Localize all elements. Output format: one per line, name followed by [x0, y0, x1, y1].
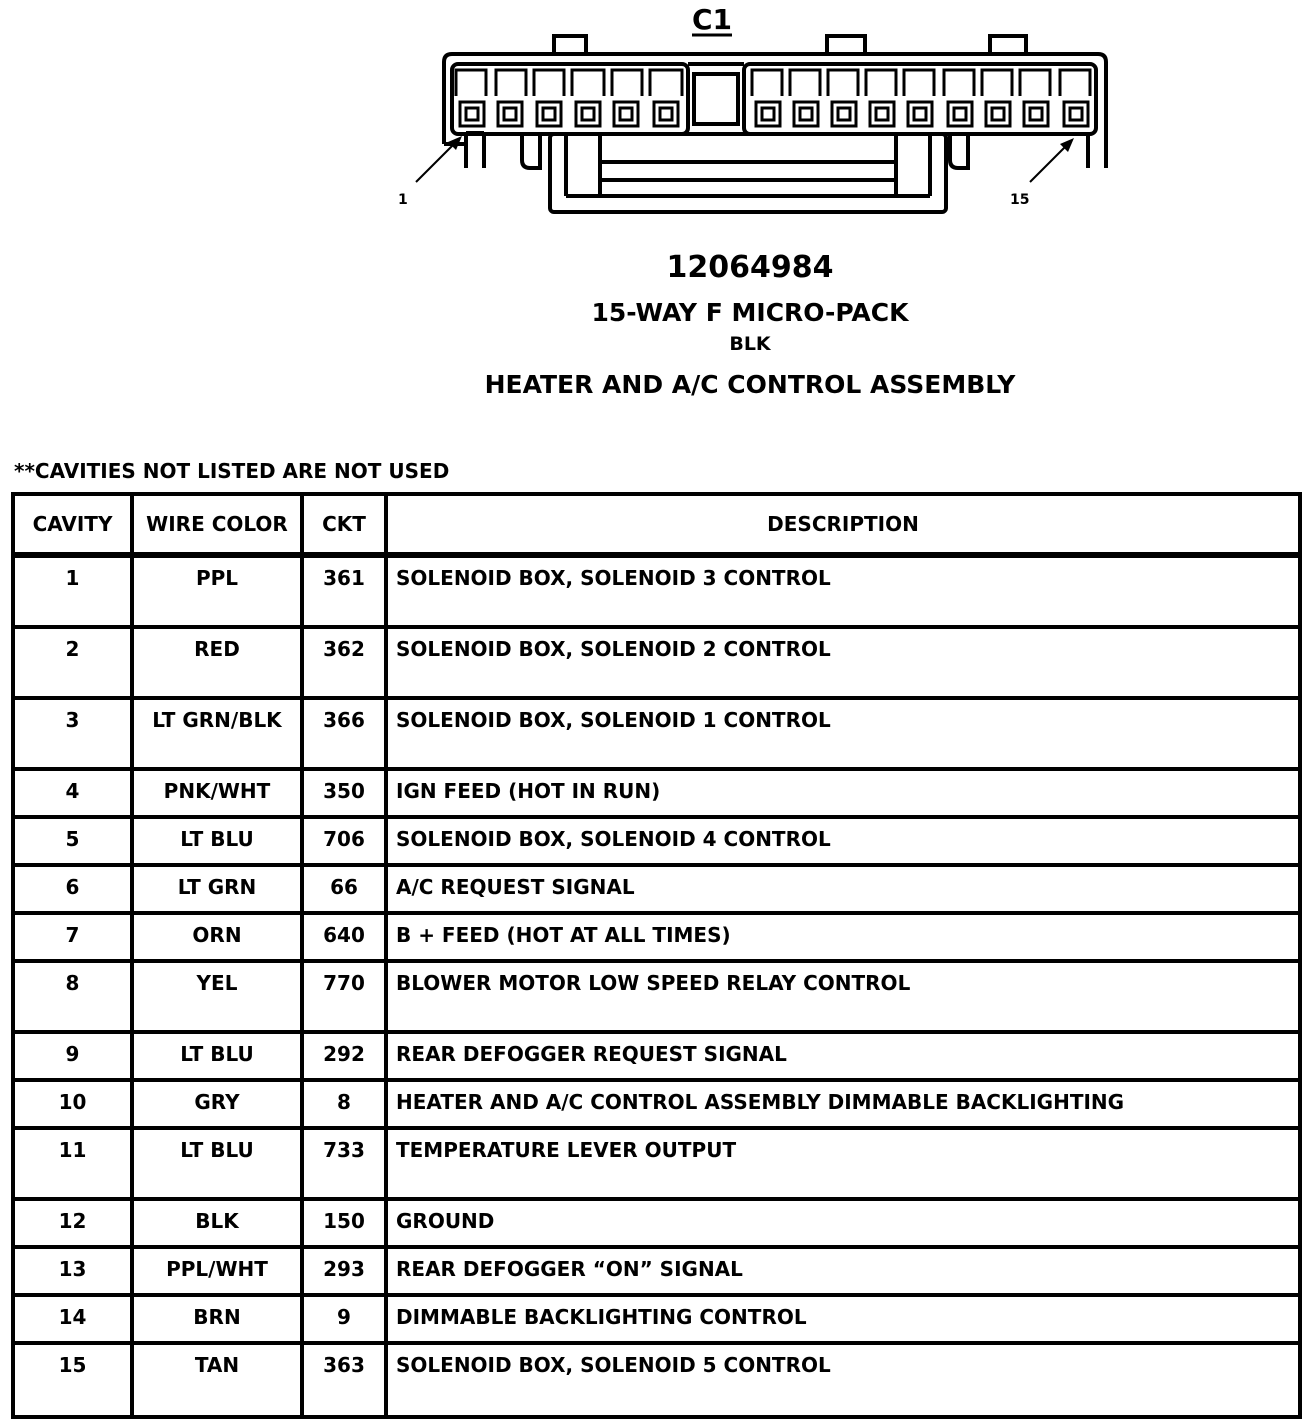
header-description: DESCRIPTION — [386, 494, 1300, 555]
table-row — [13, 1247, 1300, 1295]
table-row — [13, 1128, 1300, 1199]
table-row — [13, 913, 1300, 961]
description-cell: B + FEED (HOT AT ALL TIMES) — [386, 913, 1300, 961]
description-cell: REAR DEFOGGER “ON” SIGNAL — [386, 1247, 1300, 1295]
table-row — [13, 1032, 1300, 1080]
wire-color-cell: RED — [132, 627, 302, 698]
cavity-cell: 3 — [13, 698, 132, 769]
description-cell: GROUND — [386, 1199, 1300, 1247]
table-row — [13, 1343, 1300, 1417]
cavity-cell: 6 — [13, 865, 132, 913]
pin-1-label: 1 — [398, 192, 408, 208]
wire-color-cell: ORN — [132, 913, 302, 961]
header-cavity: CAVITY — [13, 494, 132, 555]
header-ckt: CKT — [302, 494, 386, 555]
ckt-cell: 293 — [302, 1247, 386, 1295]
description-cell: SOLENOID BOX, SOLENOID 4 CONTROL — [386, 817, 1300, 865]
wire-color-cell: PNK/WHT — [132, 769, 302, 817]
pin-15-label: 15 — [1010, 192, 1030, 208]
table-row — [13, 961, 1300, 1032]
ckt-cell: 770 — [302, 961, 386, 1032]
wire-color-cell: LT BLU — [132, 1128, 302, 1199]
description-cell: REAR DEFOGGER REQUEST SIGNAL — [386, 1032, 1300, 1080]
wire-color-cell: BLK — [132, 1199, 302, 1247]
table-row — [13, 627, 1300, 698]
ckt-cell: 366 — [302, 698, 386, 769]
cavity-cell: 5 — [13, 817, 132, 865]
wire-color-cell: PPL — [132, 555, 302, 627]
table-row — [13, 865, 1300, 913]
table-header-row — [13, 494, 1300, 555]
connector-color: BLK — [729, 333, 771, 355]
cavity-cell: 9 — [13, 1032, 132, 1080]
description-cell: IGN FEED (HOT IN RUN) — [386, 769, 1300, 817]
cavity-cell: 12 — [13, 1199, 132, 1247]
unused-cavities-note: **CAVITIES NOT LISTED ARE NOT USED — [14, 459, 450, 483]
description-cell: SOLENOID BOX, SOLENOID 3 CONTROL — [386, 555, 1300, 627]
ckt-cell: 66 — [302, 865, 386, 913]
table-row — [13, 555, 1300, 627]
table-row — [13, 817, 1300, 865]
wire-color-cell: GRY — [132, 1080, 302, 1128]
connector-label: C1 — [691, 3, 733, 36]
ckt-cell: 706 — [302, 817, 386, 865]
ckt-cell: 350 — [302, 769, 386, 817]
description-cell: TEMPERATURE LEVER OUTPUT — [386, 1128, 1300, 1199]
wire-color-cell: LT GRN/BLK — [132, 698, 302, 769]
description-cell: HEATER AND A/C CONTROL ASSEMBLY DIMMABLE BACKLIGHTING — [386, 1080, 1300, 1128]
cavity-cell: 15 — [13, 1343, 132, 1417]
connector-drawing — [380, 0, 1130, 245]
ckt-cell: 362 — [302, 627, 386, 698]
assembly-name: HEATER AND A/C CONTROL ASSEMBLY — [484, 370, 1016, 399]
table-row — [13, 1080, 1300, 1128]
description-cell: SOLENOID BOX, SOLENOID 2 CONTROL — [386, 627, 1300, 698]
ckt-cell: 150 — [302, 1199, 386, 1247]
ckt-cell: 292 — [302, 1032, 386, 1080]
ckt-cell: 733 — [302, 1128, 386, 1199]
part-number: 12064984 — [666, 250, 834, 285]
cavity-cell: 2 — [13, 627, 132, 698]
table-row — [13, 698, 1300, 769]
ckt-cell: 361 — [302, 555, 386, 627]
header-wire-color: WIRE COLOR — [132, 494, 302, 555]
wire-color-cell: LT BLU — [132, 817, 302, 865]
wire-color-cell: YEL — [132, 961, 302, 1032]
wire-color-cell: TAN — [132, 1343, 302, 1417]
cavity-cell: 1 — [13, 555, 132, 627]
wire-color-cell: LT GRN — [132, 865, 302, 913]
description-cell: SOLENOID BOX, SOLENOID 1 CONTROL — [386, 698, 1300, 769]
description-cell: BLOWER MOTOR LOW SPEED RELAY CONTROL — [386, 961, 1300, 1032]
description-cell: SOLENOID BOX, SOLENOID 5 CONTROL — [386, 1343, 1300, 1417]
table-row — [13, 1295, 1300, 1343]
wire-color-cell: BRN — [132, 1295, 302, 1343]
cavity-cell: 4 — [13, 769, 132, 817]
cavity-cell: 10 — [13, 1080, 132, 1128]
description-cell: A/C REQUEST SIGNAL — [386, 865, 1300, 913]
ckt-cell: 640 — [302, 913, 386, 961]
pinout-table — [11, 492, 1302, 1419]
cavity-cell: 7 — [13, 913, 132, 961]
description-cell: DIMMABLE BACKLIGHTING CONTROL — [386, 1295, 1300, 1343]
cavity-cell: 14 — [13, 1295, 132, 1343]
cavity-cell: 8 — [13, 961, 132, 1032]
cavity-cell: 11 — [13, 1128, 132, 1199]
ckt-cell: 363 — [302, 1343, 386, 1417]
table-row — [13, 1199, 1300, 1247]
ckt-cell: 9 — [302, 1295, 386, 1343]
connector-type: 15-WAY F MICRO-PACK — [591, 298, 909, 327]
wire-color-cell: PPL/WHT — [132, 1247, 302, 1295]
wire-color-cell: LT BLU — [132, 1032, 302, 1080]
cavity-cell: 13 — [13, 1247, 132, 1295]
table-row — [13, 769, 1300, 817]
ckt-cell: 8 — [302, 1080, 386, 1128]
